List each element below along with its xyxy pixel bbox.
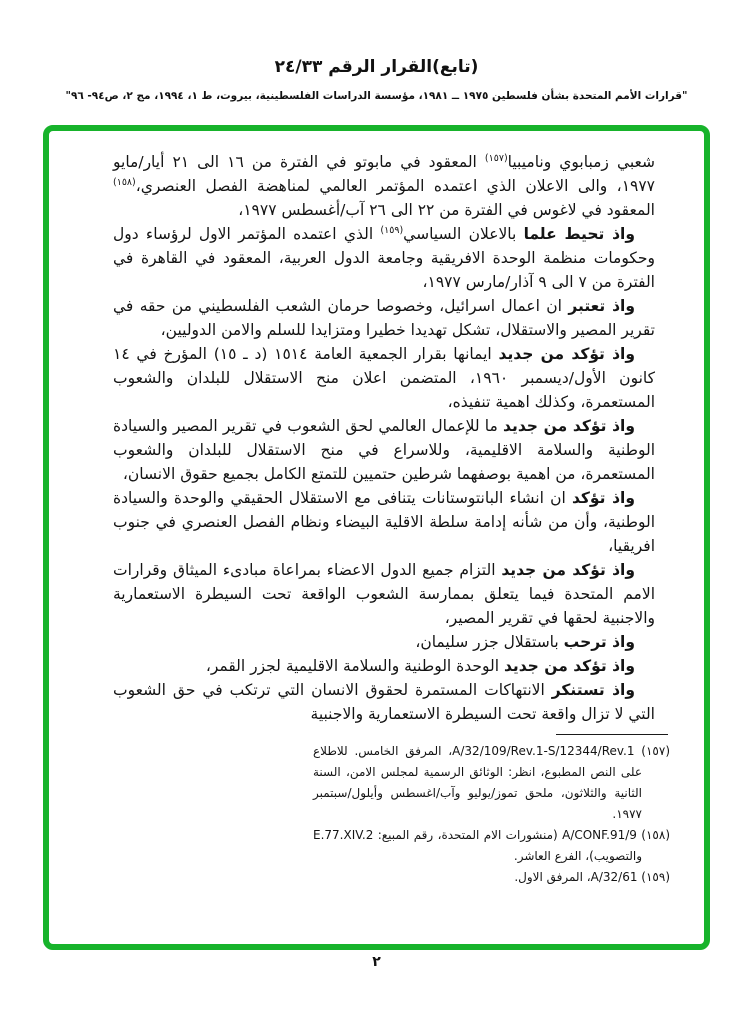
paragraph-lead: واذ تعتبر: [568, 297, 635, 315]
footnote-item: (١٥٨) A/CONF.91/9 (منشورات الام المتحدة، رقم المبيع: E.77.XIV.2 والتصويب)، الفرع العاشر.: [313, 828, 670, 863]
paragraph-lead: واذ تؤكد من جديد: [498, 345, 635, 363]
paragraph: واذ تحيط علما بالاعلان السياسي$^{(١٥٩)}$ الذي اعتمده المؤتمر الاول لرؤساء دول وحكومات منظمة الوحدة الافريقية وجامعة الدول العربية، المعقود في القاهرة في الفترة من ٧ الى ٩ آذار/مارس ١٩٧٧،: [113, 225, 655, 291]
paragraph: واذ ترحب باستقلال جزر سليمان،: [415, 633, 635, 651]
paragraph-lead: واذ تحيط علما: [523, 225, 635, 243]
resolution-title: (تابع)القرار الرقم ٢٤/٣٣: [274, 57, 479, 77]
footnote-separator-rule: [556, 734, 668, 735]
page-header: [0, 57, 753, 102]
body-paragraphs: [49, 131, 704, 726]
paragraph-lead: واذ تؤكد من جديد: [503, 417, 636, 435]
paragraph: شعبي زمبابوي وناميبيا$^{(١٥٧)}$ المعقود في مابوتو في الفترة من ١٦ الى ٢١ أيار/مايو ١٩٧٧، والى الاعلان الذي اعتمده المؤتمر العالمي لمناهضة الفصل العنصري،$^{(١٥٨)}$ المعقود في لاغوس في الفترة من ٢٢ الى ٢٦ آب/أغسطس ١٩٧٧،: [113, 153, 656, 219]
paragraph-lead: واذ تؤكد من جديد: [503, 657, 635, 675]
paragraph: واذ تؤكد من جديد الوحدة الوطنية والسلامة الاقليمية لجزر القمر،: [205, 657, 635, 675]
footnote-reference: (١٥٨): [113, 177, 136, 188]
paragraph-lead: واذ تؤكد: [571, 489, 635, 507]
paragraph: واذ تستنكر الانتهاكات المستمرة لحقوق الانسان التي ترتكب في حق الشعوب التي لا تزال واقعة تحت السيطرة الاستعمارية والاجنبية: [113, 681, 655, 723]
footnote-item: (١٥٩) A/32/61، المرفق الاول.: [514, 870, 670, 884]
paragraph: واذ تؤكد من جديد ما للإعمال العالمي لحق الشعوب في تقرير المصير والسيادة الوطنية والسلامة الاقليمية، وللاسراع في منح الاستقلال للبلدان والشعوب المستعمرة، من اهمية بوصفهما شرطين حتميين للتمتع الكامل بجميع حقوق الانسان،: [113, 417, 655, 483]
footnote-reference: (١٥٧): [484, 153, 508, 164]
paragraph-lead: واذ ترحب: [563, 633, 635, 651]
paragraph-lead: واذ تستنكر: [551, 681, 635, 699]
paragraph: واذ تؤكد من جديد التزام جميع الدول الاعضاء بمراعاة مبادىء الميثاق وقرارات الامم المتحدة فيما يتعلق بممارسة الشعوب الواقعة تحت السيطرة الاستعمارية والاجنبية لحقها في تقرير المصير،: [113, 561, 655, 627]
paragraph: واذ تعتبر ان اعمال اسرائيل، وخصوصا حرمان الشعب الفلسطيني من حقه في تقرير المصير والاستقلال، تشكل تهديدا خطيرا ومتزايدا للسلم والامن الدوليين،: [113, 297, 655, 339]
footnote-reference: (١٥٩): [380, 225, 404, 236]
paragraph: واذ تؤكد من جديد ايمانها بقرار الجمعية العامة ١٥١٤ (د ـ ١٥) المؤرخ في ١٤ كانون الأول/ديسمبر ١٩٦٠، المتضمن اعلان منح الاستقلال للبلدان والشعوب المستعمرة، وكذلك اهمية تنفيذه،: [113, 345, 655, 411]
footnote-item: (١٥٧) A/32/109/Rev.1-S/12344/Rev.1، المرفق الخامس. للاطلاع على النص المطبوع، انظر: الوثائق الرسمية لمجلس الامن، السنة الثانية والثلاثون، ملحق تموز/يوليو وآب/اغسطس وأيلول/سبتمبر ١٩٧٧.: [313, 744, 671, 821]
paragraph-lead: واذ تؤكد من جديد: [501, 561, 635, 579]
source-citation-line: "قرارات الأمم المتحدة بشأن فلسطين ١٩٧٥ ــ ١٩٨١، مؤسسة الدراسات الفلسطينية، بيروت، ط ١، ١٩٩٤، مج ٢، ص٩٤- ٩٦": [65, 90, 688, 102]
footnotes: [49, 741, 704, 888]
paragraph: واذ تؤكد ان انشاء البانتوستانات يتنافى مع الاستقلال الحقيقي والوحدة والسيادة الوطنية، وأن من شأنه إدامة سلطة الاقلية البيضاء ونظام الفصل العنصري في جنوب افريقيا،: [113, 489, 655, 555]
green-border-frame: [43, 125, 710, 950]
page-number: ٢: [372, 954, 381, 970]
